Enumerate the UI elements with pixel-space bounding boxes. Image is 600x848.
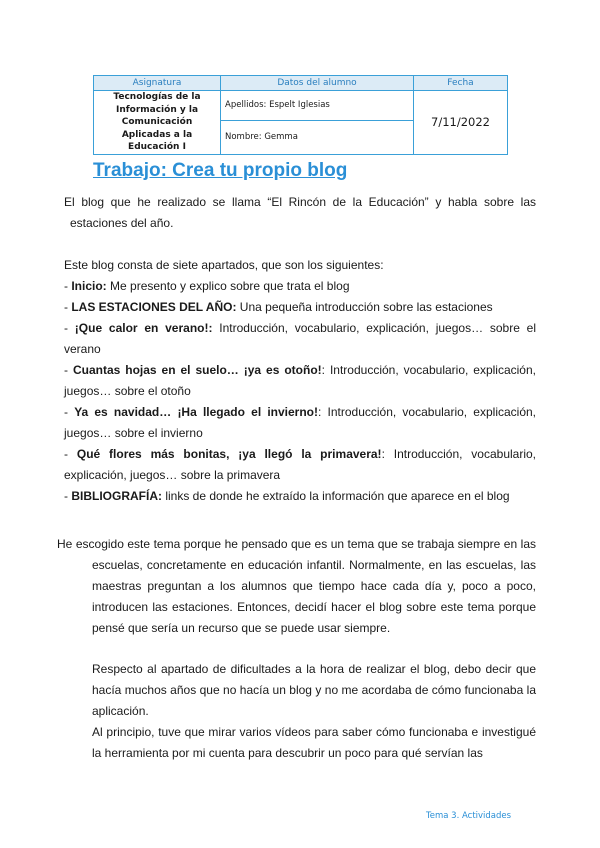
header-col-subject: Asignatura [94, 76, 221, 91]
list-item: - Inicio: Me presento y explico sobre que trata el blog [64, 279, 350, 293]
beginning-paragraph: Al principio, tuve que mirar varios vídeos para saber cómo funcionaba e investigué la herramienta por mi cuenta para descubrir un poco para qué servían las [92, 725, 536, 760]
reason-paragraph: He escogido este tema porque he pensado que es un tema que se trabaja siempre en las escuelas, concretamente en educación infantil. Normalmente, en las escuelas, las maestras preguntan a los alumnos que tiempo hace cada día y, poco a poco, introducen las estaciones. Entonces, decidí hacer el blog sobre este tema porque pensé que sería un recurso que se puede usar siempre. [57, 537, 536, 635]
list-item: - Cuantas hojas en el suelo… ¡ya es otoño!: Introducción, vocabulario, explicación, juegos… sobre el otoño [64, 363, 536, 398]
header-col-student: Datos del alumno [221, 76, 414, 91]
subject-cell: Tecnologías de la Información y la Comunicación Aplicadas a la Educación I [94, 91, 221, 155]
list-item: - ¡Que calor en verano!: Introducción, vocabulario, explicación, juegos… sobre el verano [64, 321, 536, 356]
page-footer: Tema 3. Actividades [426, 811, 512, 821]
list-item: - LAS ESTACIONES DEL AÑO: Una pequeña introducción sobre las estaciones [64, 300, 493, 314]
list-item: - BIBLIOGRAFÍA: links de donde he extraído la información que aparece en el blog [64, 489, 510, 503]
surname-cell: Apellidos: Espelt Iglesias [221, 91, 414, 121]
header-table [93, 75, 508, 155]
intro-text: El blog que he realizado se llama “El Rincón de la Educación” y habla sobre las estaciones del año. [64, 195, 536, 230]
list-item: - Ya es navidad… ¡Ha llegado el invierno!: Introducción, vocabulario, explicación, juegos… sobre el invierno [64, 405, 537, 440]
page-title: Trabajo: Crea tu propio blog [93, 160, 348, 181]
intro-paragraph [64, 192, 536, 234]
list-item: - Qué flores más bonitas, ¡ya llegó la primavera!: Introducción, vocabulario, explicación, juegos… sobre la primavera [64, 447, 537, 482]
header-col-date: Fecha [414, 76, 508, 91]
difficulties-paragraph: Respecto al apartado de dificultades a la hora de realizar el blog, debo decir que hacía muchos años que no hacía un blog y no me acordaba de cómo funcionaba la aplicación. [92, 662, 536, 718]
date-cell: 7/11/2022 [414, 91, 508, 155]
sections-list [64, 276, 536, 507]
list-intro: Este blog consta de siete apartados, que son los siguientes: [64, 258, 384, 272]
name-cell: Nombre: Gemma [221, 120, 414, 154]
